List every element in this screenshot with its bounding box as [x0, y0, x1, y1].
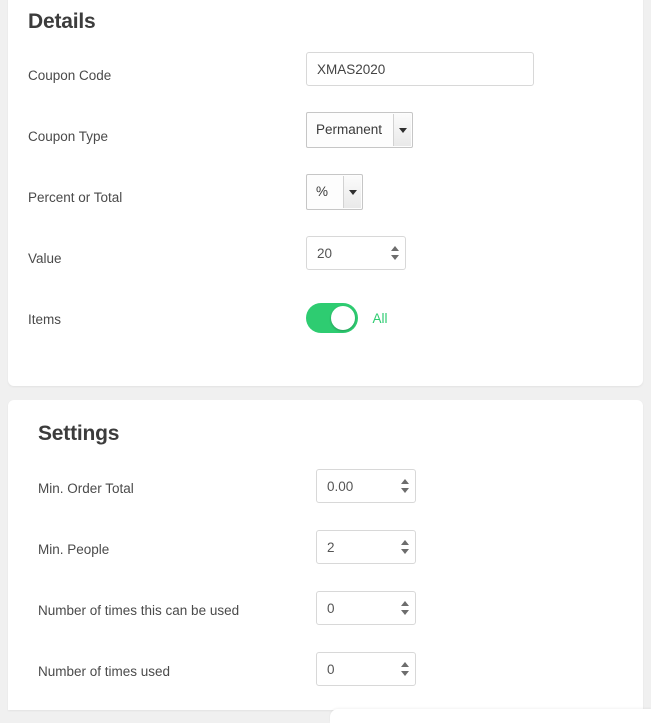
field-percent-or-total	[306, 174, 363, 210]
times-used-number-input[interactable]	[316, 652, 416, 686]
field-times-used	[316, 652, 416, 686]
items-all-toggle[interactable]	[306, 303, 358, 333]
value-number-input[interactable]	[306, 236, 406, 270]
settings-section-title: Settings	[38, 422, 120, 445]
percent-or-total-selected-value: %	[316, 184, 329, 199]
row-min-order-total	[8, 473, 643, 513]
min-order-total-number-input[interactable]	[316, 469, 416, 503]
spinner-icon[interactable]	[401, 478, 410, 494]
coupon-type-select[interactable]	[306, 112, 413, 148]
field-times-can-be-used	[316, 591, 416, 625]
field-min-people	[316, 530, 416, 564]
row-percent-or-total	[8, 170, 643, 210]
percent-or-total-select[interactable]	[306, 174, 363, 210]
row-min-people	[8, 534, 643, 574]
label-times-used: Number of times used	[38, 664, 171, 679]
coupon-code-input[interactable]	[306, 52, 534, 86]
spinner-icon[interactable]	[401, 600, 410, 616]
label-value: Value	[28, 251, 62, 266]
chevron-down-icon[interactable]	[393, 114, 411, 146]
field-coupon-type	[306, 112, 413, 148]
chevron-down-icon[interactable]	[343, 176, 361, 208]
details-card	[8, 0, 643, 386]
label-coupon-type: Coupon Type	[28, 129, 109, 144]
spinner-icon[interactable]	[401, 661, 410, 677]
bottom-overlay-strip	[330, 709, 651, 723]
field-value	[306, 236, 406, 270]
settings-card	[8, 400, 643, 710]
row-times-used	[8, 656, 643, 696]
min-people-number-input[interactable]	[316, 530, 416, 564]
spinner-icon[interactable]	[401, 539, 410, 555]
toggle-knob	[331, 306, 355, 330]
times-can-be-used-number-input[interactable]	[316, 591, 416, 625]
label-min-people: Min. People	[38, 542, 110, 557]
coupon-type-selected-value: Permanent	[316, 122, 383, 137]
details-section-title: Details	[28, 10, 96, 33]
label-items: Items	[28, 312, 62, 327]
items-toggle-label: All	[372, 310, 388, 326]
spinner-icon[interactable]	[391, 245, 400, 261]
row-items	[8, 292, 643, 332]
row-coupon-code	[8, 48, 643, 88]
field-items	[306, 303, 387, 333]
field-min-order-total	[316, 469, 416, 503]
label-percent-or-total: Percent or Total	[28, 190, 123, 205]
row-times-can-be-used	[8, 595, 643, 635]
label-times-can-be-used: Number of times this can be used	[38, 603, 240, 618]
row-value	[8, 231, 643, 271]
label-min-order-total: Min. Order Total	[38, 481, 134, 496]
row-coupon-type	[8, 109, 643, 149]
label-coupon-code: Coupon Code	[28, 68, 112, 83]
field-coupon-code	[306, 52, 534, 86]
